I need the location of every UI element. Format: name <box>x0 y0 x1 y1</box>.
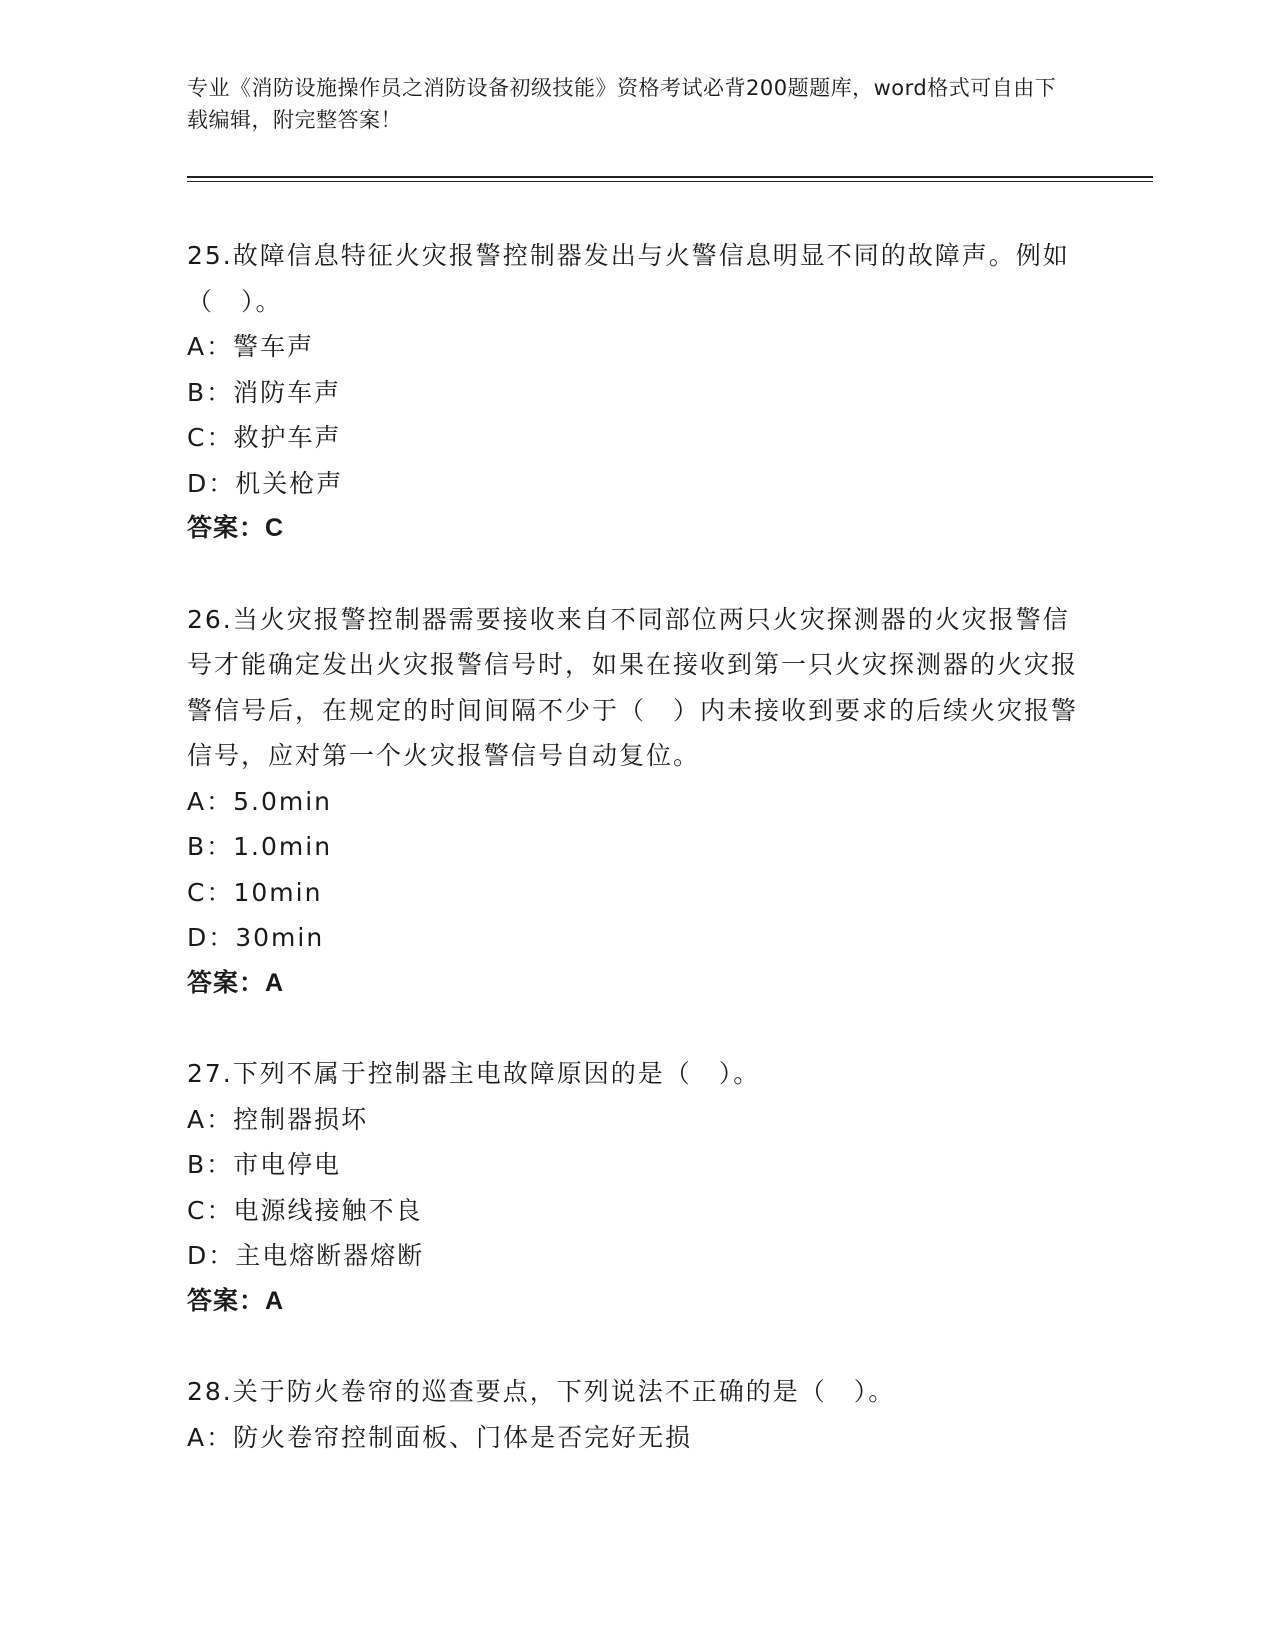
option-a: A：5.0min <box>187 786 333 816</box>
option-a: A：控制器损坏 <box>187 1104 369 1134</box>
header-divider-thin <box>187 181 1153 182</box>
option-c: C：电源线接触不良 <box>187 1195 423 1225</box>
answer-label: 答案：A <box>187 1286 285 1315</box>
answer-label: 答案：A <box>187 968 285 997</box>
option-d: D：30min <box>187 923 325 952</box>
question-25 <box>187 233 1087 552</box>
question-text: 27.下列不属于控制器主电故障原因的是（ ）。 <box>187 1059 761 1088</box>
question-text: 26.当火灾报警控制器需要接收来自不同部位两只火灾探测器的火灾报警信号才能确定发出火灾报警信号时，如果在接收到第一只火灾探测器的火灾报警信号后，在规定的时间间隔不少于（ ）内未接收到要求的后续火灾报警信号，应对第一个火灾报警信号自动复位。 <box>187 604 1079 770</box>
question-26 <box>187 597 1087 1007</box>
option-b: B：消防车声 <box>187 377 342 407</box>
question-27 <box>187 1051 1087 1324</box>
option-d: D：机关枪声 <box>187 468 344 498</box>
option-c: C：10min <box>187 877 323 907</box>
option-b: B：市电停电 <box>187 1150 342 1179</box>
option-d: D：主电熔断器熔断 <box>187 1241 425 1270</box>
question-list <box>187 233 1087 1505</box>
question-text: 25.故障信息特征火灾报警控制器发出与火警信息明显不同的故障声。例如（ ）。 <box>187 241 1070 316</box>
option-a: A：防火卷帘控制面板、门体是否完好无损 <box>187 1422 693 1452</box>
header-divider-thick <box>187 176 1153 178</box>
question-28 <box>187 1369 1087 1460</box>
answer-label: 答案：C <box>187 514 285 542</box>
question-text: 28.关于防火卷帘的巡查要点，下列说法不正确的是（ ）。 <box>187 1377 896 1406</box>
option-b: B：1.0min <box>187 832 333 861</box>
option-c: C：救护车声 <box>187 423 342 452</box>
option-a: A：警车声 <box>187 332 315 361</box>
document-header-title: 专业《消防设施操作员之消防设备初级技能》资格考试必背200题题库，word格式可自由下载编辑，附完整答案！ <box>187 76 1057 132</box>
